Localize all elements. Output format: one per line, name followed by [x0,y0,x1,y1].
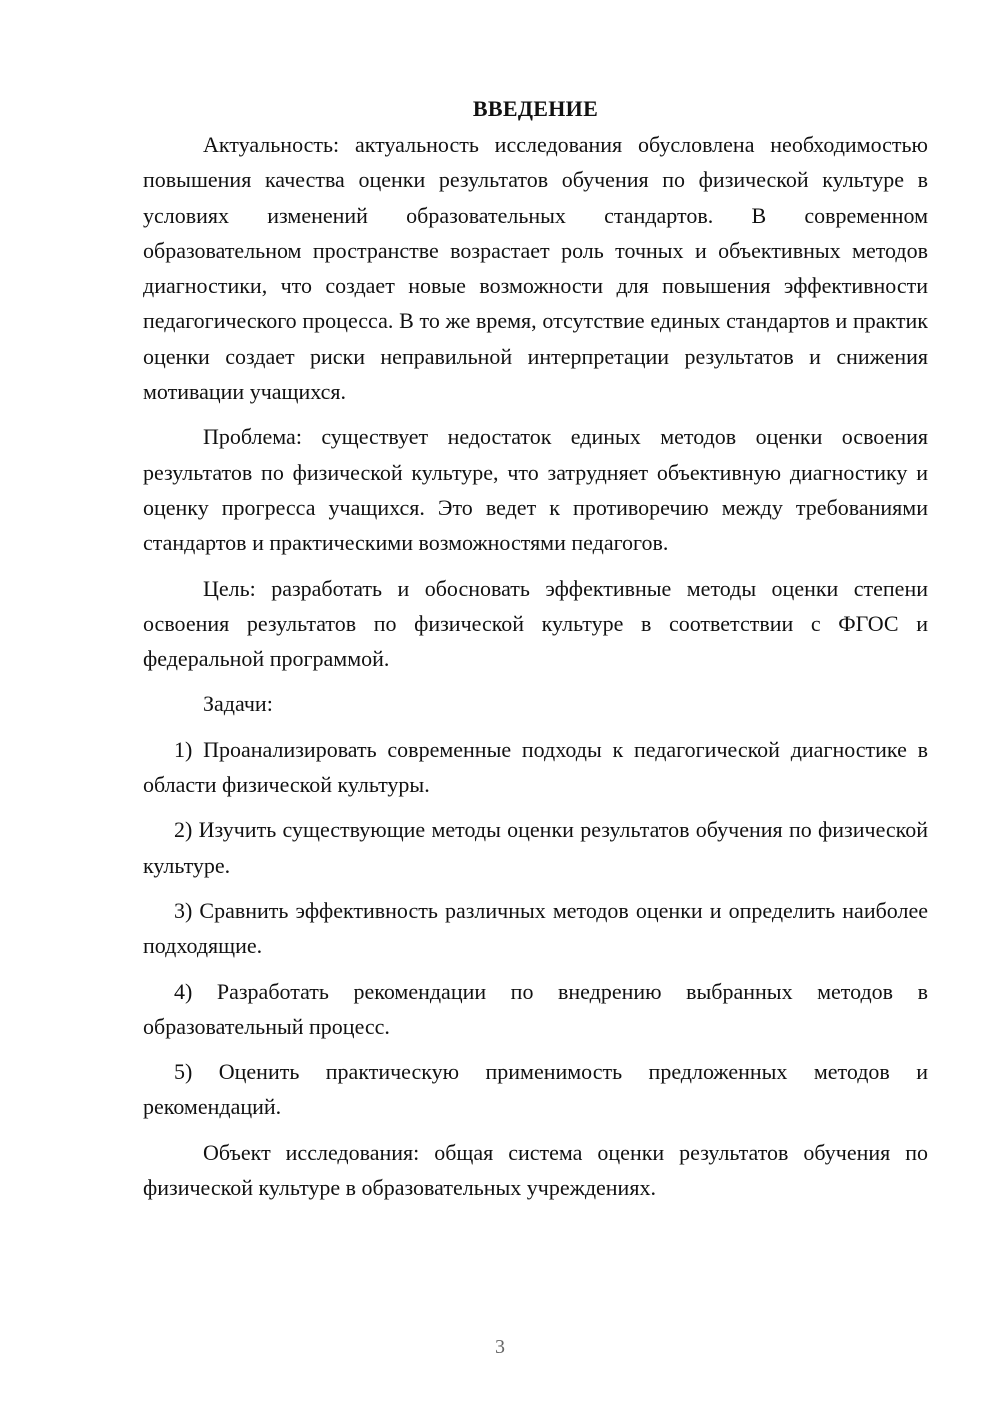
task-item-4: 4) Разработать рекомендации по внедрению выбранных методов в образовательный процесс. [143,978,928,1039]
task-item-2: 2) Изучить существующие методы оценки результатов обучения по физической культуре. [143,817,928,878]
document-page [143,93,928,1215]
paragraph-problem: Проблема: существует недостаток единых методов оценки освоения результатов по физической культуре, что затрудняет объективную диагностику и оценку прогресса учащихся. Это ведет к противоречию между требованиями стандартов и практическими возможностями педагогов. [143,424,928,556]
page-number: 3 [495,1336,505,1358]
section-heading: ВВЕДЕНИЕ [472,96,599,121]
task-item-1: 1) Проанализировать современные подходы к педагогической диагностике в области физической культуры. [143,736,928,798]
task-item-5: 5) Оценить практическую применимость предложенных методов и рекомендаций. [143,1059,928,1120]
paragraph-relevance: Актуальность: актуальность исследования обусловлена необходимостью повышения качества оценки результатов обучения по физической культуре в условиях изменений образовательных стандартов. В современном образовательном пространстве возрастает роль точных и объективных методов диагностики, что создает новые возможности для повышения эффективности педагогического процесса. В то же время, отсутствие единых стандартов и практик оценки создает риски неправильной интерпретации результатов и снижения мотивации учащихся. [143,132,928,405]
task-item-3: 3) Сравнить эффективность различных методов оценки и определить наиболее подходящие. [143,897,928,959]
paragraph-object: Объект исследования: общая система оценки результатов обучения по физической культуре в образовательных учреждениях. [143,1139,928,1201]
paragraph-goal: Цель: разработать и обосновать эффективные методы оценки степени освоения результатов по физической культуре в соответствии с ФГОС и федеральной программой. [143,575,928,672]
tasks-heading: Задачи: [203,691,273,717]
